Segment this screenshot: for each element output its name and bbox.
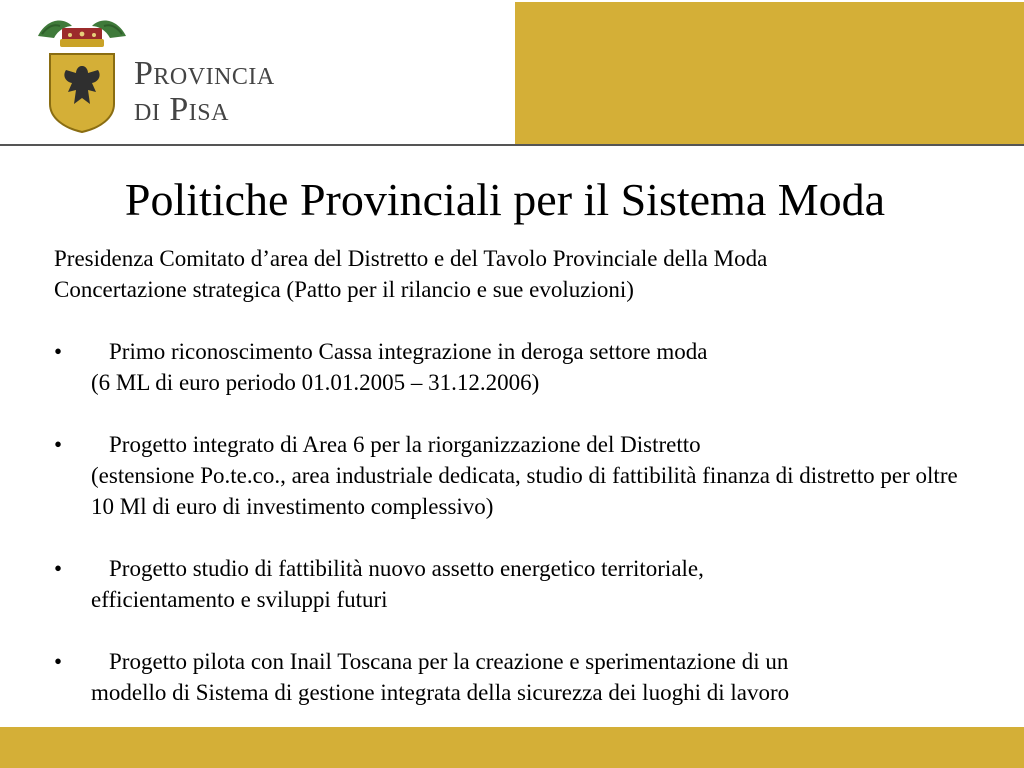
bullet-item bbox=[54, 429, 984, 522]
slide-content bbox=[54, 243, 984, 708]
bullet-marker: • bbox=[54, 649, 63, 674]
intro-block bbox=[54, 243, 984, 305]
bullet-detail: modello di Sistema di gestione integrata della sicurezza dei luoghi di lavoro bbox=[91, 680, 790, 705]
bullet-detail: efficientamento e sviluppi futuri bbox=[91, 587, 388, 612]
slide-header bbox=[0, 0, 1024, 146]
footer-band bbox=[0, 727, 1024, 768]
bullet-heading: Primo riconoscimento Cassa integrazione in deroga settore moda bbox=[109, 339, 708, 364]
bullet-item bbox=[54, 553, 984, 615]
intro-line: Presidenza Comitato d’area del Distretto e del Tavolo Provinciale della Moda bbox=[54, 246, 768, 271]
bullet-detail: (estensione Po.te.co., area industriale dedicata, studio di fattibilità finanza di distretto per oltre 10 Ml di euro di investimento complessivo) bbox=[91, 463, 958, 519]
header-divider bbox=[0, 144, 1024, 146]
brand-line-2: di Pisa bbox=[134, 91, 229, 128]
province-brand bbox=[134, 56, 275, 128]
bullet-detail: (6 ML di euro periodo 01.01.2005 – 31.12.2006) bbox=[91, 370, 540, 395]
intro-line: Concertazione strategica (Patto per il rilancio e sue evoluzioni) bbox=[54, 277, 634, 302]
bullet-heading: Progetto integrato di Area 6 per la riorganizzazione del Distretto bbox=[109, 432, 701, 457]
header-gold-panel bbox=[515, 2, 1024, 144]
province-coat-of-arms-icon bbox=[32, 12, 132, 136]
slide-title: Politiche Provinciali per il Sistema Moda bbox=[124, 174, 886, 225]
bullet-marker: • bbox=[54, 556, 63, 581]
bullet-heading: Progetto studio di fattibilità nuovo assetto energetico territoriale, bbox=[109, 556, 704, 581]
bullet-marker: • bbox=[54, 339, 63, 364]
bullet-marker: • bbox=[54, 432, 63, 457]
brand-line-1: Provincia bbox=[134, 55, 275, 92]
bullet-heading: Progetto pilota con Inail Toscana per la creazione e sperimentazione di un bbox=[109, 649, 789, 674]
bullet-list bbox=[54, 336, 984, 708]
bullet-item bbox=[54, 336, 984, 398]
bullet-item bbox=[54, 646, 984, 708]
